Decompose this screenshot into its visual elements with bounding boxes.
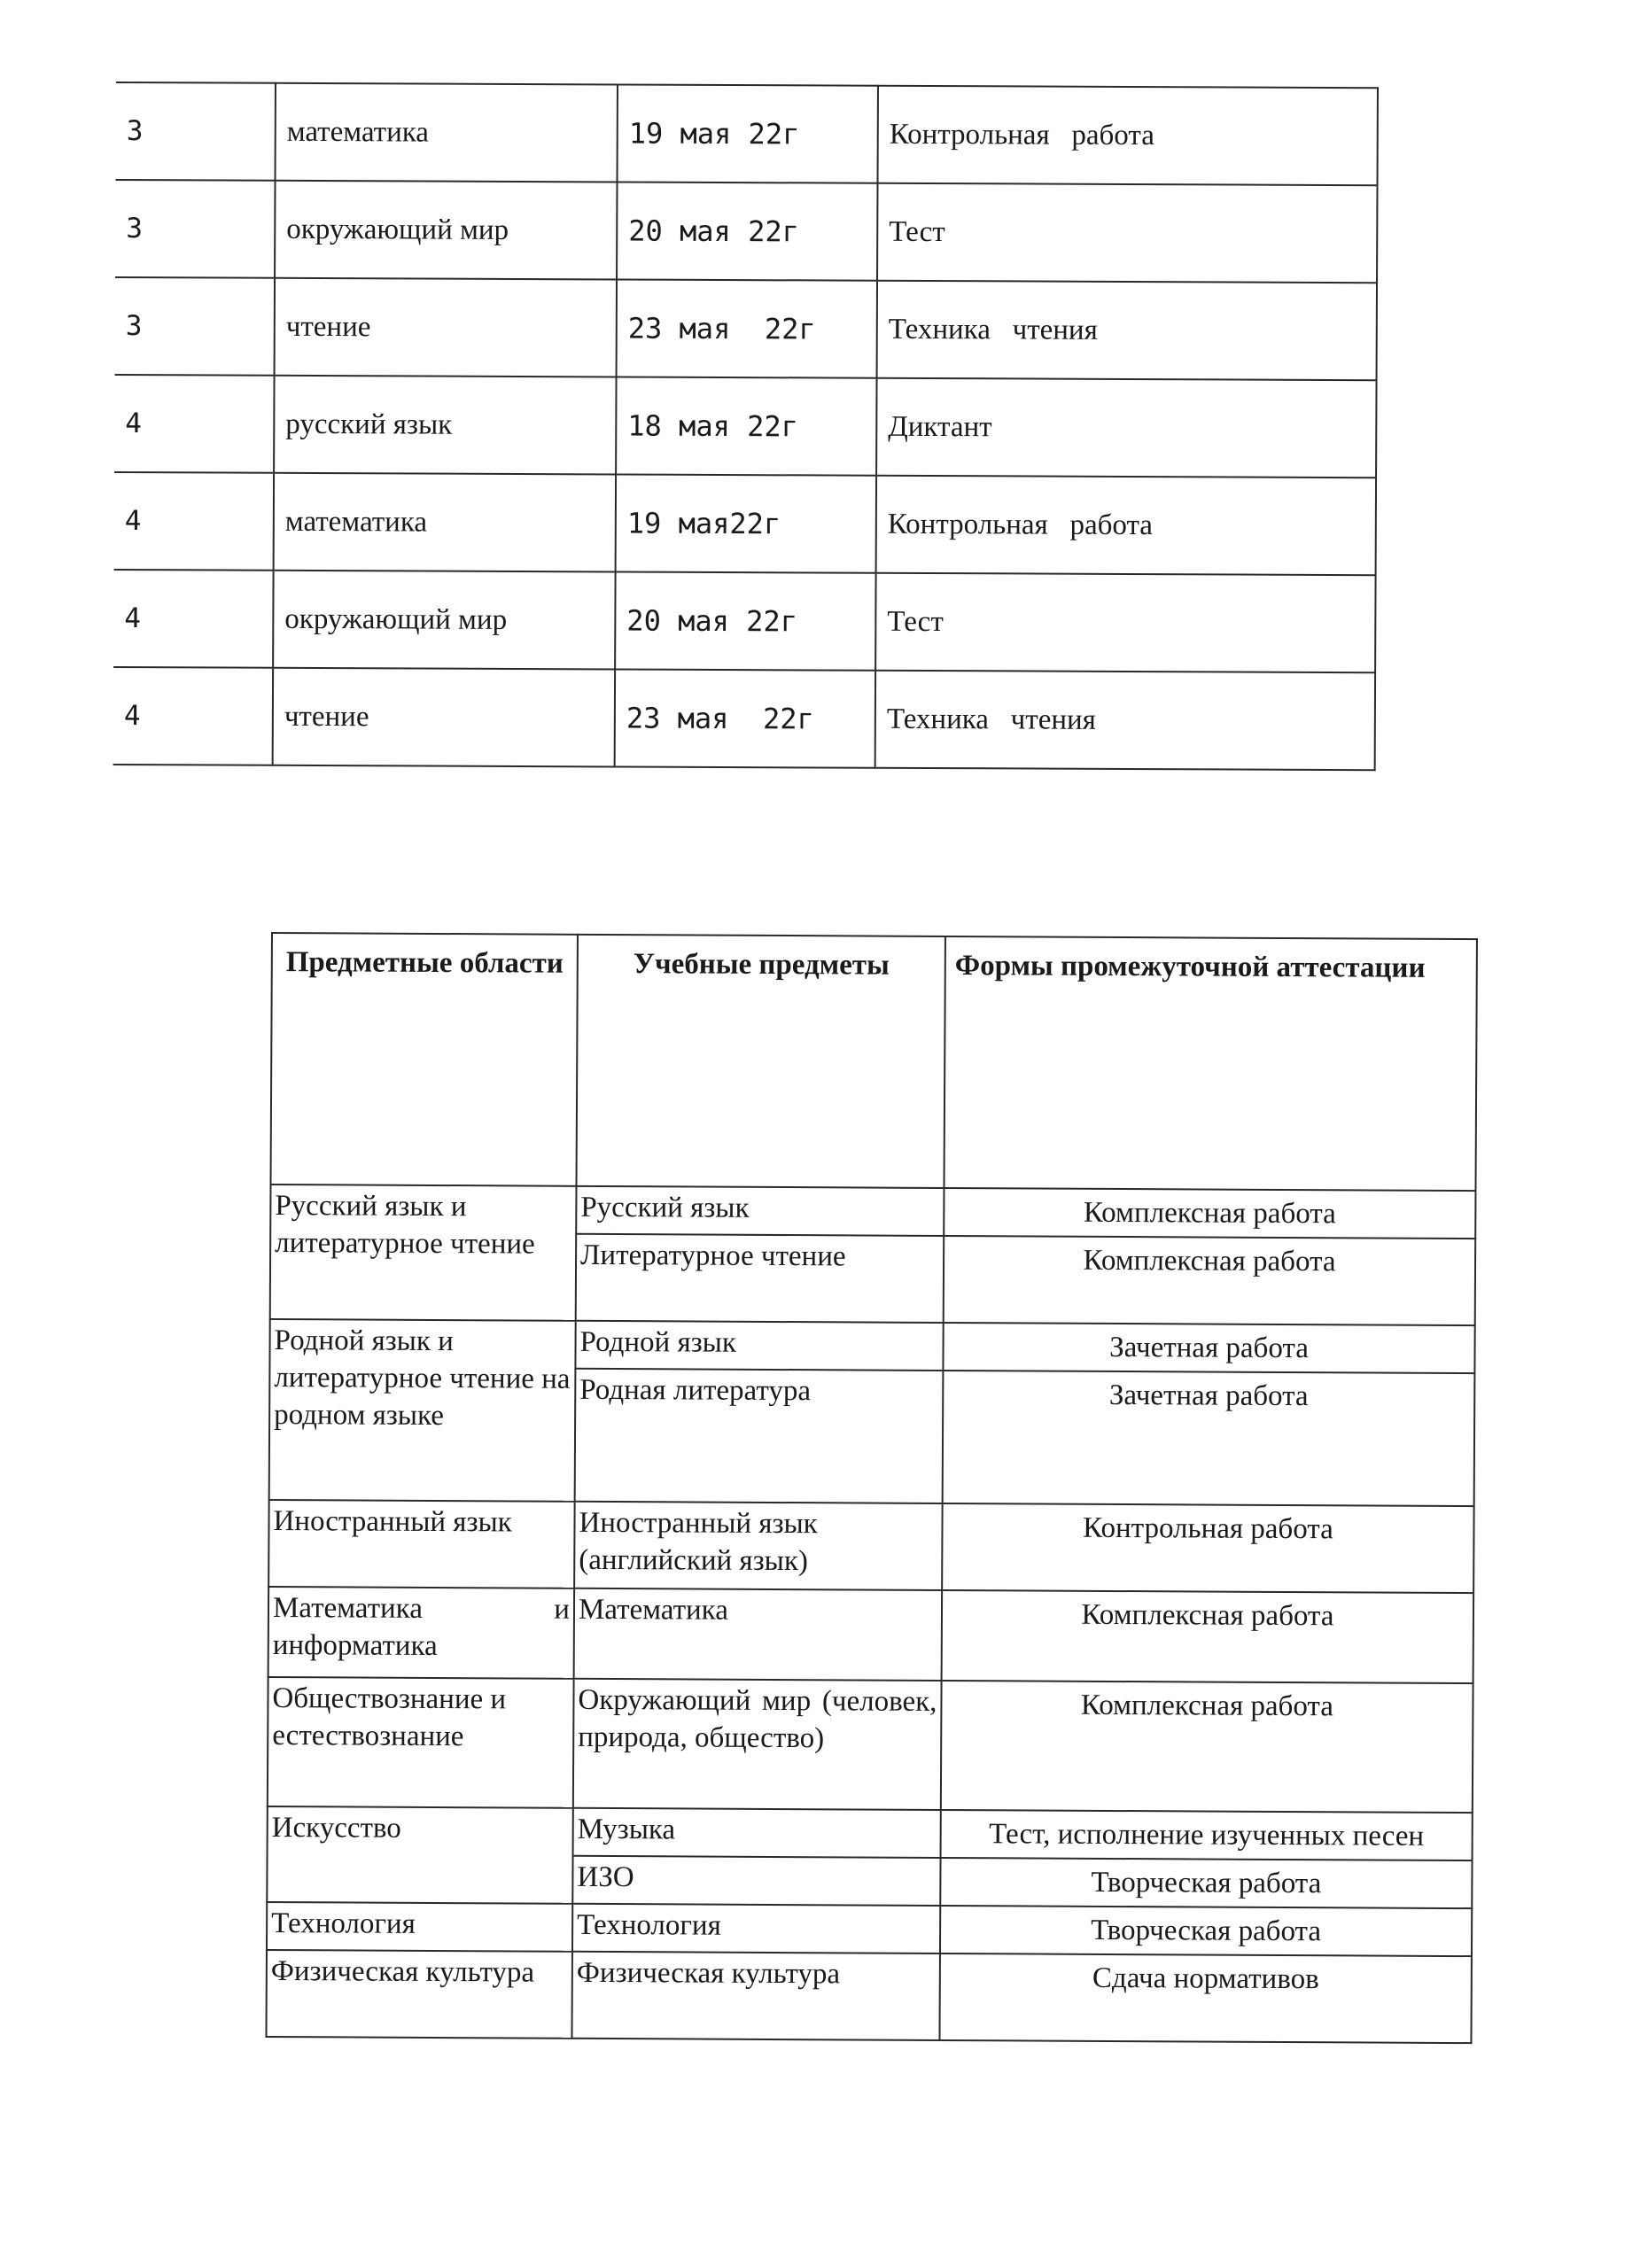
form-cell: Зачетная работа xyxy=(943,1371,1475,1506)
subject-cell: Окружающий мир (человек, природа, общество) xyxy=(573,1679,942,1810)
form-cell: Тест, исполнение изученных песен xyxy=(941,1810,1473,1860)
subject-cell: ИЗО xyxy=(572,1856,940,1906)
form-cell: Контрольная работа xyxy=(942,1503,1474,1593)
subject-cell: Литературное чтение xyxy=(576,1234,944,1323)
form-cell: Контрольная работа xyxy=(876,476,1376,575)
attestation-table xyxy=(265,932,1478,2044)
table-row xyxy=(113,667,1375,770)
subject-cell: окружающий мир xyxy=(275,181,617,280)
area-cell: Обществознание и естествознание xyxy=(268,1677,574,1808)
table-row xyxy=(268,1806,1473,1860)
area-cell: Технология xyxy=(267,1902,572,1952)
table-row xyxy=(269,1319,1474,1373)
header-subject-areas: Предметные области xyxy=(271,933,578,1186)
area-cell: Родной язык и литературное чтение на родном языке xyxy=(269,1319,576,1502)
form-cell: Комплексная работа xyxy=(944,1236,1476,1325)
form-cell: Творческая работа xyxy=(940,1906,1472,1956)
header-row xyxy=(271,933,1477,1191)
form-cell: Тест xyxy=(877,183,1377,283)
date-cell: 19 мая 22г xyxy=(618,84,878,183)
form-cell: Зачетная работа xyxy=(943,1323,1474,1373)
table-row xyxy=(268,1677,1473,1813)
subject-cell: Математика xyxy=(574,1588,943,1681)
table-row xyxy=(114,375,1376,478)
table-row xyxy=(113,570,1375,672)
form-cell: Творческая работа xyxy=(940,1858,1472,1908)
subject-cell: чтение xyxy=(273,668,615,767)
grade-cell: 4 xyxy=(114,472,274,571)
subject-cell: чтение xyxy=(275,278,617,377)
table-row xyxy=(268,1500,1473,1593)
date-cell: 23 мая 22г xyxy=(617,279,877,377)
area-cell: Русский язык и литературное чтение xyxy=(270,1184,577,1321)
subject-cell: Музыка xyxy=(573,1808,941,1858)
date-cell: 19 мая22г xyxy=(616,474,876,572)
date-cell: 20 мая 22г xyxy=(615,571,875,670)
table-row xyxy=(116,82,1378,185)
date-cell: 20 мая 22г xyxy=(617,182,877,280)
subject-cell: Физическая культура xyxy=(571,1952,940,2040)
grade-cell: 4 xyxy=(113,667,273,765)
form-cell: Тест xyxy=(875,573,1375,672)
form-cell: Комплексная работа xyxy=(944,1188,1475,1239)
form-cell: Комплексная работа xyxy=(942,1590,1474,1683)
area-cell: Математика и информатика xyxy=(268,1587,575,1679)
area-cell: Иностранный язык xyxy=(268,1500,575,1588)
grade-cell: 3 xyxy=(116,82,276,181)
grade-cell: 4 xyxy=(114,375,274,473)
form-cell: Контрольная работа xyxy=(878,86,1378,185)
subject-cell: Родной язык xyxy=(575,1321,943,1371)
table-row xyxy=(115,180,1377,283)
table-row xyxy=(268,1587,1474,1683)
grade-cell: 3 xyxy=(115,277,275,376)
form-cell: Сдача нормативов xyxy=(939,1953,1472,2043)
date-cell: 18 мая 22г xyxy=(616,377,876,475)
subject-cell: Русский язык xyxy=(576,1186,944,1236)
header-attestation-forms: Формы промежуточной аттестации xyxy=(944,936,1476,1191)
subject-cell: математика xyxy=(276,83,618,183)
area-cell: Искусство xyxy=(267,1806,573,1904)
table-row xyxy=(114,472,1376,575)
exam-schedule-table xyxy=(113,82,1379,771)
grade-cell: 3 xyxy=(115,180,275,278)
subject-cell: окружающий мир xyxy=(273,571,615,670)
subject-cell: Родная литература xyxy=(575,1369,944,1503)
subject-cell: русский язык xyxy=(274,376,616,475)
form-cell: Комплексная работа xyxy=(941,1681,1473,1813)
table-row xyxy=(270,1184,1475,1239)
form-cell: Техника чтения xyxy=(875,671,1375,770)
subject-cell: математика xyxy=(274,473,616,572)
header-school-subjects: Учебные предметы xyxy=(577,935,945,1188)
subject-cell: Иностранный язык (английский язык) xyxy=(574,1502,943,1590)
table-row xyxy=(115,277,1377,380)
subject-cell: Технология xyxy=(572,1904,940,1953)
table-row xyxy=(267,1902,1472,1956)
grade-cell: 4 xyxy=(113,570,273,668)
form-cell: Диктант xyxy=(876,378,1376,478)
form-cell: Техника чтения xyxy=(877,281,1377,380)
table-row xyxy=(266,1950,1471,2043)
date-cell: 23 мая 22г xyxy=(615,669,875,767)
area-cell: Физическая культура xyxy=(266,1950,572,2039)
